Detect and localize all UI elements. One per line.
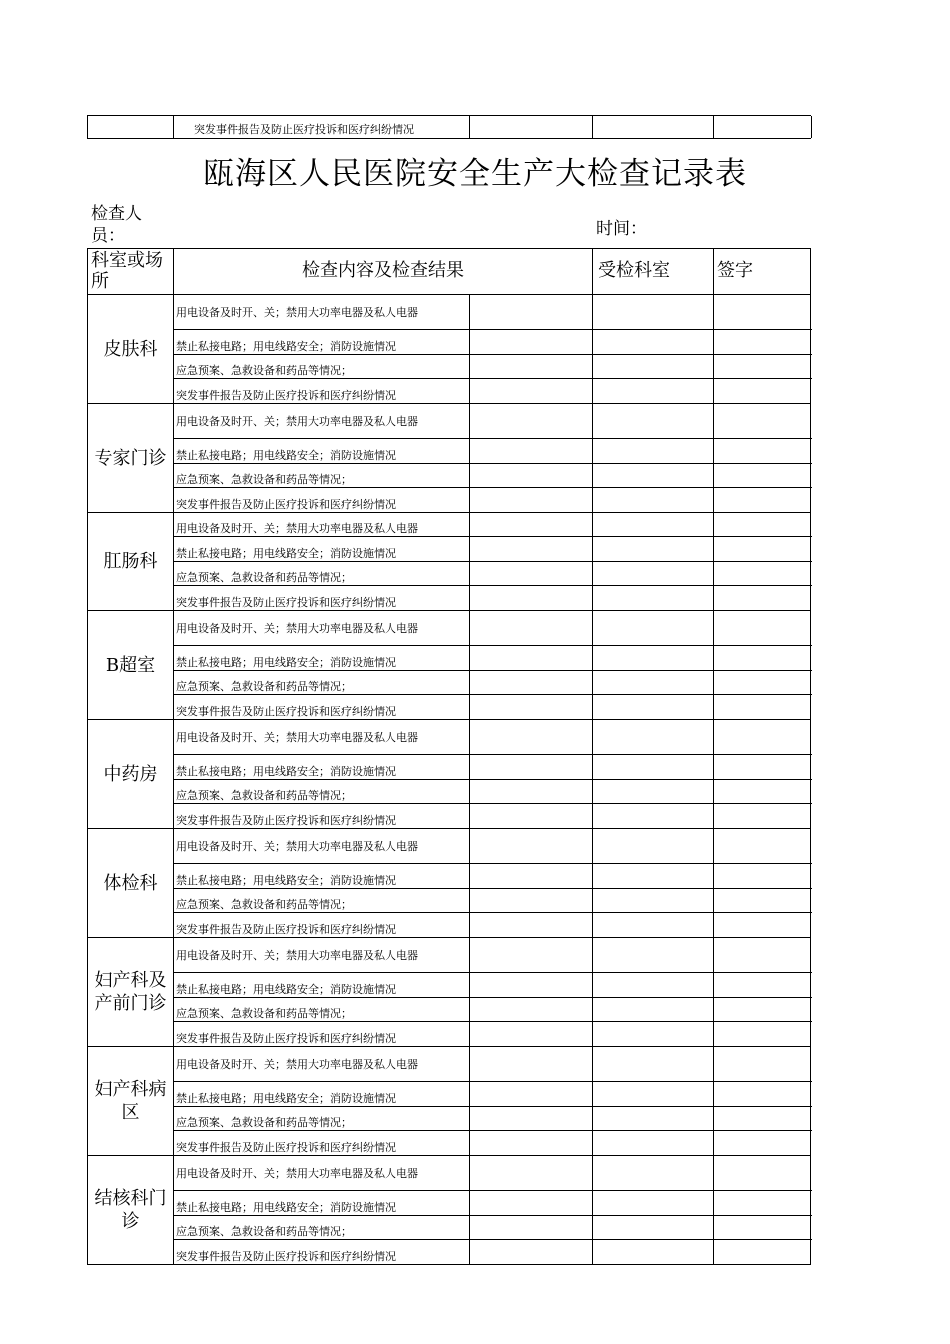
check-item-row (174, 1190, 812, 1215)
check-item-row (174, 1156, 812, 1190)
department-name: 皮肤科 (88, 295, 174, 403)
check-result-cell[interactable] (470, 1240, 593, 1264)
check-item-text: 应急预案、急救设备和药品等情况； (176, 571, 352, 584)
signature-cell[interactable] (714, 1191, 812, 1215)
inspected-dept-cell[interactable] (593, 404, 714, 438)
check-item-cell (174, 780, 470, 803)
signature-cell[interactable] (714, 889, 812, 912)
fragment-dept-cell (88, 116, 174, 138)
check-result-cell[interactable] (470, 355, 593, 378)
check-item-text: 禁止私接电路；用电线路安全；消防设施情况 (176, 765, 396, 778)
check-item-row (174, 1047, 812, 1081)
check-item-text: 禁止私接电路；用电线路安全；消防设施情况 (176, 340, 396, 353)
department-items (174, 720, 812, 828)
check-item-cell (174, 804, 470, 828)
check-item-row (174, 694, 812, 719)
check-item-cell (174, 646, 470, 670)
fragment-sign-cell[interactable] (714, 116, 812, 138)
inspected-dept-cell[interactable] (593, 439, 714, 463)
department-items (174, 938, 812, 1046)
check-item-cell (174, 829, 470, 863)
signature-cell[interactable] (714, 829, 812, 863)
check-item-row (174, 463, 812, 487)
signature-cell[interactable] (714, 439, 812, 463)
check-item-text: 应急预案、急救设备和药品等情况； (176, 1116, 352, 1129)
inspected-dept-cell[interactable] (593, 1047, 714, 1081)
check-item-text: 应急预案、急救设备和药品等情况； (176, 364, 352, 377)
check-item-row (174, 888, 812, 912)
department-block (87, 295, 811, 404)
signature-cell[interactable] (714, 755, 812, 779)
header-inspected: 受检科室 (593, 249, 714, 294)
check-result-cell[interactable] (470, 1022, 593, 1046)
inspected-dept-cell[interactable] (593, 611, 714, 645)
check-result-cell[interactable] (470, 938, 593, 972)
inspected-dept-cell[interactable] (593, 755, 714, 779)
check-item-cell (174, 1047, 470, 1081)
check-item-cell (174, 513, 470, 536)
signature-cell[interactable] (714, 1022, 812, 1046)
signature-cell[interactable] (714, 355, 812, 378)
check-item-cell (174, 611, 470, 645)
signature-cell[interactable] (714, 586, 812, 610)
header-sign: 签字 (717, 260, 753, 281)
department-name: 结核科门诊 (88, 1156, 174, 1264)
check-item-row (174, 1239, 812, 1264)
check-item-row (174, 779, 812, 803)
check-item-cell (174, 488, 470, 512)
inspected-dept-cell[interactable] (593, 379, 714, 403)
department-items (174, 611, 812, 719)
signature-cell[interactable] (714, 1131, 812, 1155)
signature-cell[interactable] (714, 864, 812, 888)
signature-cell[interactable] (714, 330, 812, 354)
inspected-dept-cell[interactable] (593, 889, 714, 912)
check-item-row (174, 803, 812, 828)
department-block (87, 611, 811, 720)
check-item-cell (174, 998, 470, 1021)
check-item-row (174, 585, 812, 610)
department-name: 妇产科及产前门诊 (88, 938, 174, 1046)
inspected-dept-cell[interactable] (593, 1240, 714, 1264)
check-item-text: 应急预案、急救设备和药品等情况； (176, 898, 352, 911)
check-item-row (174, 1021, 812, 1046)
signature-cell[interactable] (714, 537, 812, 561)
check-item-text: 用电设备及时开、关；禁用大功率电器及私人电器 (176, 840, 418, 853)
department-block (87, 1156, 811, 1265)
check-item-cell (174, 864, 470, 888)
check-item-cell (174, 1022, 470, 1046)
department-items (174, 295, 812, 403)
check-item-text: 禁止私接电路；用电线路安全；消防设施情况 (176, 449, 396, 462)
document-title: 瓯海区人民医院安全生产大检查记录表 (203, 156, 747, 192)
check-item-text: 应急预案、急救设备和药品等情况； (176, 1225, 352, 1238)
check-item-text: 突发事件报告及防止医疗投诉和医疗纠纷情况 (176, 814, 396, 827)
department-name: B超室 (88, 611, 174, 719)
inspected-dept-cell[interactable] (593, 537, 714, 561)
check-item-cell (174, 1191, 470, 1215)
check-item-text: 禁止私接电路；用电线路安全；消防设施情况 (176, 1092, 396, 1105)
department-block (87, 938, 811, 1047)
department-items (174, 404, 812, 512)
check-item-text: 突发事件报告及防止医疗投诉和医疗纠纷情况 (176, 498, 396, 511)
inspected-dept-cell[interactable] (593, 1022, 714, 1046)
signature-cell[interactable] (714, 488, 812, 512)
inspected-dept-cell[interactable] (593, 355, 714, 378)
check-result-cell[interactable] (470, 695, 593, 719)
check-result-cell[interactable] (470, 889, 593, 912)
check-item-cell (174, 973, 470, 997)
check-item-cell (174, 720, 470, 754)
check-result-cell[interactable] (470, 780, 593, 803)
fragment-result-cell[interactable] (470, 116, 593, 138)
signature-cell[interactable] (714, 404, 812, 438)
check-result-cell[interactable] (470, 720, 593, 754)
check-item-cell (174, 439, 470, 463)
check-item-text: 应急预案、急救设备和药品等情况； (176, 680, 352, 693)
check-item-row (174, 438, 812, 463)
check-result-cell[interactable] (470, 1156, 593, 1190)
check-item-text: 用电设备及时开、关；禁用大功率电器及私人电器 (176, 415, 418, 428)
signature-cell[interactable] (714, 671, 812, 694)
check-item-cell (174, 537, 470, 561)
check-result-cell[interactable] (470, 804, 593, 828)
check-result-cell[interactable] (470, 913, 593, 937)
department-items (174, 1047, 812, 1155)
check-item-text: 应急预案、急救设备和药品等情况； (176, 789, 352, 802)
check-item-row (174, 536, 812, 561)
check-item-cell (174, 464, 470, 487)
check-item-cell (174, 562, 470, 585)
check-item-row (174, 997, 812, 1021)
check-result-cell[interactable] (470, 1216, 593, 1239)
signature-cell[interactable] (714, 1082, 812, 1106)
check-item-cell (174, 1082, 470, 1106)
check-item-row (174, 938, 812, 972)
department-name: 专家门诊 (88, 404, 174, 512)
signature-cell[interactable] (714, 780, 812, 803)
inspected-dept-cell[interactable] (593, 295, 714, 329)
inspected-dept-cell[interactable] (593, 1156, 714, 1190)
check-item-row (174, 295, 812, 329)
department-rows (87, 295, 811, 1265)
check-item-cell (174, 586, 470, 610)
time-label: 时间： (596, 219, 647, 239)
department-block (87, 513, 811, 611)
check-item-row (174, 645, 812, 670)
department-block (87, 829, 811, 938)
check-result-cell[interactable] (470, 998, 593, 1021)
check-result-cell[interactable] (470, 379, 593, 403)
check-item-row (174, 611, 812, 645)
check-item-cell (174, 355, 470, 378)
signature-cell[interactable] (714, 695, 812, 719)
signature-cell[interactable] (714, 1107, 812, 1130)
check-item-text: 突发事件报告及防止医疗投诉和医疗纠纷情况 (176, 923, 396, 936)
check-result-cell[interactable] (470, 1047, 593, 1081)
signature-cell[interactable] (714, 1047, 812, 1081)
check-item-text: 用电设备及时开、关；禁用大功率电器及私人电器 (176, 622, 418, 635)
fragment-item-cell (174, 116, 470, 138)
check-item-row (174, 912, 812, 937)
check-item-cell (174, 379, 470, 403)
inspected-dept-cell[interactable] (593, 513, 714, 536)
fragment-inspected-cell[interactable] (593, 116, 714, 138)
inspected-dept-cell[interactable] (593, 1082, 714, 1106)
check-result-cell[interactable] (470, 295, 593, 329)
check-item-row (174, 404, 812, 438)
check-item-row (174, 1106, 812, 1130)
header-dept: 科室或场所 (88, 249, 174, 294)
check-item-cell (174, 671, 470, 694)
check-item-row (174, 972, 812, 997)
inspected-dept-cell[interactable] (593, 1131, 714, 1155)
inspected-dept-cell[interactable] (593, 1191, 714, 1215)
signature-cell[interactable] (714, 1156, 812, 1190)
inspected-dept-cell[interactable] (593, 804, 714, 828)
check-result-cell[interactable] (470, 586, 593, 610)
inspected-dept-cell[interactable] (593, 488, 714, 512)
check-result-cell[interactable] (470, 404, 593, 438)
header-content: 检查内容及检查结果 (174, 249, 593, 294)
inspected-dept-cell[interactable] (593, 330, 714, 354)
department-block (87, 404, 811, 513)
check-item-text: 突发事件报告及防止医疗投诉和医疗纠纷情况 (176, 596, 396, 609)
check-result-cell[interactable] (470, 439, 593, 463)
signature-cell[interactable] (714, 720, 812, 754)
check-item-row (174, 561, 812, 585)
department-block (87, 1047, 811, 1156)
check-item-cell (174, 404, 470, 438)
check-item-text: 禁止私接电路；用电线路安全；消防设施情况 (176, 983, 396, 996)
check-item-row (174, 329, 812, 354)
check-item-row (174, 829, 812, 863)
check-item-cell (174, 1240, 470, 1264)
check-item-text: 应急预案、急救设备和药品等情况； (176, 473, 352, 486)
check-item-text: 用电设备及时开、关；禁用大功率电器及私人电器 (176, 522, 418, 535)
previous-page-fragment (87, 115, 811, 139)
check-item-text: 突发事件报告及防止医疗投诉和医疗纠纷情况 (176, 705, 396, 718)
check-item-row (174, 863, 812, 888)
check-item-text: 禁止私接电路；用电线路安全；消防设施情况 (176, 874, 396, 887)
signature-cell[interactable] (714, 379, 812, 403)
check-item-row (174, 1215, 812, 1239)
inspected-dept-cell[interactable] (593, 646, 714, 670)
check-result-cell[interactable] (470, 611, 593, 645)
check-result-cell[interactable] (470, 864, 593, 888)
department-items (174, 513, 812, 610)
check-result-cell[interactable] (470, 488, 593, 512)
check-item-cell (174, 1131, 470, 1155)
check-result-cell[interactable] (470, 755, 593, 779)
inspected-dept-cell[interactable] (593, 695, 714, 719)
check-item-text: 突发事件报告及防止医疗投诉和医疗纠纷情况 (176, 1032, 396, 1045)
check-item-text: 禁止私接电路；用电线路安全；消防设施情况 (176, 547, 396, 560)
check-item-cell (174, 938, 470, 972)
inspector-label: 检查人员： (91, 204, 142, 246)
check-item-cell (174, 889, 470, 912)
signature-cell[interactable] (714, 938, 812, 972)
check-result-cell[interactable] (470, 537, 593, 561)
inspected-dept-cell[interactable] (593, 864, 714, 888)
check-result-cell[interactable] (470, 464, 593, 487)
check-result-cell[interactable] (470, 671, 593, 694)
department-name: 中药房 (88, 720, 174, 828)
signature-cell[interactable] (714, 646, 812, 670)
inspected-dept-cell[interactable] (593, 938, 714, 972)
inspected-dept-cell[interactable] (593, 720, 714, 754)
inspected-dept-cell[interactable] (593, 464, 714, 487)
inspected-dept-cell[interactable] (593, 973, 714, 997)
signature-cell[interactable] (714, 513, 812, 536)
signature-cell[interactable] (714, 464, 812, 487)
check-result-cell[interactable] (470, 1107, 593, 1130)
check-item-row (174, 720, 812, 754)
check-result-cell[interactable] (470, 1131, 593, 1155)
department-name: 肛肠科 (88, 513, 174, 610)
inspected-dept-cell[interactable] (593, 1216, 714, 1239)
department-name: 体检科 (88, 829, 174, 937)
department-block (87, 720, 811, 829)
check-item-cell (174, 913, 470, 937)
inspected-dept-cell[interactable] (593, 1107, 714, 1130)
inspected-dept-cell[interactable] (593, 913, 714, 937)
check-item-cell (174, 695, 470, 719)
check-item-text: 突发事件报告及防止医疗投诉和医疗纠纷情况 (176, 389, 396, 402)
inspected-dept-cell[interactable] (593, 671, 714, 694)
check-result-cell[interactable] (470, 646, 593, 670)
check-item-cell (174, 755, 470, 779)
check-item-cell (174, 1156, 470, 1190)
inspection-table (87, 248, 811, 1265)
check-item-row (174, 487, 812, 512)
check-result-cell[interactable] (470, 829, 593, 863)
check-item-text: 用电设备及时开、关；禁用大功率电器及私人电器 (176, 1058, 418, 1071)
check-item-row (174, 1081, 812, 1106)
department-items (174, 829, 812, 937)
check-item-text: 应急预案、急救设备和药品等情况； (176, 1007, 352, 1020)
check-item-text: 用电设备及时开、关；禁用大功率电器及私人电器 (176, 949, 418, 962)
check-item-cell (174, 330, 470, 354)
department-items (174, 1156, 812, 1264)
check-item-row (174, 513, 812, 536)
check-item-text: 突发事件报告及防止医疗投诉和医疗纠纷情况 (176, 1141, 396, 1154)
inspected-dept-cell[interactable] (593, 998, 714, 1021)
table-header (87, 248, 811, 295)
check-item-cell (174, 1216, 470, 1239)
signature-cell[interactable] (714, 611, 812, 645)
signature-cell[interactable] (714, 913, 812, 937)
check-result-cell[interactable] (470, 513, 593, 536)
signature-cell[interactable] (714, 998, 812, 1021)
signature-cell[interactable] (714, 1240, 812, 1264)
check-result-cell[interactable] (470, 1082, 593, 1106)
check-item-row (174, 1130, 812, 1155)
inspected-dept-cell[interactable] (593, 780, 714, 803)
check-item-text: 突发事件报告及防止医疗投诉和医疗纠纷情况 (176, 1250, 396, 1263)
department-name: 妇产科病区 (88, 1047, 174, 1155)
signature-cell[interactable] (714, 562, 812, 585)
signature-cell[interactable] (714, 295, 812, 329)
check-item-cell (174, 295, 470, 329)
signature-cell[interactable] (714, 804, 812, 828)
check-item-text: 禁止私接电路；用电线路安全；消防设施情况 (176, 1201, 396, 1214)
check-item-text: 用电设备及时开、关；禁用大功率电器及私人电器 (176, 1167, 418, 1180)
signature-cell[interactable] (714, 1216, 812, 1239)
check-item-cell (174, 1107, 470, 1130)
inspected-dept-cell[interactable] (593, 562, 714, 585)
check-item-text: 禁止私接电路；用电线路安全；消防设施情况 (176, 656, 396, 669)
check-item-row (174, 670, 812, 694)
signature-cell[interactable] (714, 973, 812, 997)
fragment-item-text: 突发事件报告及防止医疗投诉和医疗纠纷情况 (194, 123, 414, 136)
inspected-dept-cell[interactable] (593, 829, 714, 863)
check-result-cell[interactable] (470, 330, 593, 354)
check-result-cell[interactable] (470, 973, 593, 997)
check-result-cell[interactable] (470, 562, 593, 585)
check-item-row (174, 754, 812, 779)
check-result-cell[interactable] (470, 1191, 593, 1215)
check-item-text: 用电设备及时开、关；禁用大功率电器及私人电器 (176, 306, 418, 319)
check-item-row (174, 378, 812, 403)
check-item-text: 用电设备及时开、关；禁用大功率电器及私人电器 (176, 731, 418, 744)
inspected-dept-cell[interactable] (593, 586, 714, 610)
check-item-row (174, 354, 812, 378)
